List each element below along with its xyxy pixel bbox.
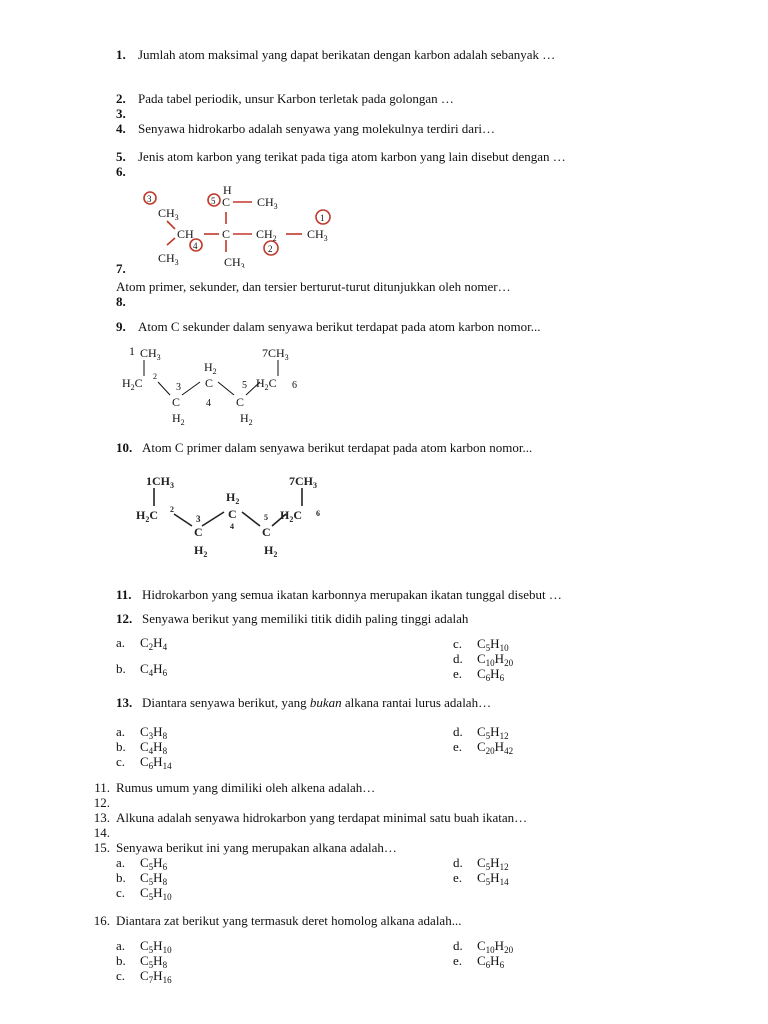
- option-formula: $C_4H_8$: [140, 739, 168, 756]
- group-h2-low-left: $H_2$: [172, 411, 185, 427]
- question-number: 2.: [116, 91, 126, 106]
- atom-number-3: 3: [176, 382, 181, 393]
- list-item-15: 15. Senyawa berikut ini yang merupakan alkana adalah…: [93, 840, 397, 855]
- question-text: Atom C sekunder dalam senyawa berikut terdapat pada atom karbon nomor...: [138, 319, 541, 334]
- question-11: [116, 587, 562, 602]
- option-15a[interactable]: a. $C_5H_6$: [116, 855, 168, 872]
- option-16d[interactable]: d. $C_{10}H_{20}$: [453, 938, 514, 955]
- atom-number-4: 4: [230, 522, 234, 531]
- question-number: 6.: [116, 164, 126, 179]
- question-text: Senyawa berikut yang memiliki titik didih paling tinggi adalah: [142, 611, 469, 626]
- option-16c[interactable]: c. $C_7H_{16}$: [116, 968, 172, 985]
- group-h2c-left: $H_2C$: [136, 508, 159, 524]
- group-ch3-top-right: $CH_3$: [257, 195, 278, 211]
- question-text: Jenis atom karbon yang terikat pada tiga atom karbon yang lain disebut dengan …: [138, 149, 566, 164]
- option-formula: $C_{20}H_{42}$: [477, 739, 514, 756]
- atom-number-5: 5: [242, 380, 247, 391]
- structure-figure-3: [134, 470, 344, 562]
- option-15e[interactable]: e. $C_5H_{14}$: [453, 870, 509, 887]
- question-4: [116, 121, 495, 136]
- list-item-14: 14.: [93, 825, 110, 840]
- option-formula: $C_5H_6$: [140, 855, 168, 872]
- option-12d[interactable]: d. $C_{10}H_{20}$: [453, 651, 514, 668]
- option-formula: $C_7H_{16}$: [140, 968, 172, 985]
- emphasis-bukan: bukan: [309, 695, 342, 710]
- atom-c-low-left: C: [172, 395, 181, 409]
- atom-number-5: 5: [264, 513, 268, 522]
- option-formula: $C_2H_4$: [140, 635, 168, 652]
- group-h2c-left: $H_2C$: [122, 376, 143, 392]
- option-13e[interactable]: e. $C_{20}H_{42}$: [453, 739, 514, 756]
- atom-h-top: H: [223, 183, 232, 197]
- group-h2-low-left: $H_2$: [194, 543, 208, 559]
- option-formula: $C_5H_{10}$: [477, 636, 509, 653]
- question-number: 5.: [116, 149, 126, 164]
- option-formula: $C_5H_{10}$: [140, 885, 172, 902]
- option-16a[interactable]: a. $C_5H_{10}$: [116, 938, 172, 955]
- marker-5: 5: [211, 196, 216, 206]
- option-formula: $C_5H_8$: [140, 953, 168, 970]
- atom-number-3: 3: [196, 514, 201, 524]
- atom-c-low-left: C: [194, 525, 203, 539]
- structure-figure-1: [140, 182, 350, 268]
- atom-number-4: 4: [206, 398, 211, 409]
- question-number: 8.: [116, 294, 126, 309]
- atom-number-1: 1: [129, 344, 135, 358]
- option-formula: $C_5H_{12}$: [477, 724, 509, 741]
- atom-number-6: 6: [292, 380, 297, 391]
- option-12a[interactable]: a. $C_2H_4$: [116, 635, 168, 652]
- option-15b[interactable]: b. $C_5H_8$: [116, 870, 168, 887]
- question-text: Atom C primer dalam senyawa berikut terdapat pada atom karbon nomor...: [142, 440, 533, 455]
- atom-c-center: C: [222, 227, 231, 241]
- question-7-number: 7.: [116, 261, 126, 276]
- atom-c-top: C: [222, 195, 231, 209]
- question-1: [116, 47, 555, 62]
- option-formula: $C_4H_6$: [140, 661, 168, 678]
- question-text: Senyawa hidrokarbo adalah senyawa yang molekulnya terdiri dari…: [138, 121, 496, 136]
- option-formula: $C_5H_{12}$: [477, 855, 509, 872]
- option-formula: $C_3H_8$: [140, 724, 168, 741]
- group-h2c-right: $H_2C$: [256, 376, 277, 392]
- question-10: [116, 440, 532, 455]
- group-ch3-right: $CH_3$: [307, 227, 328, 243]
- question-9: [116, 319, 541, 334]
- group-h2c-right: $H_2C$: [280, 508, 303, 524]
- question-number: 9.: [116, 319, 126, 334]
- option-formula: $C_5H_8$: [140, 870, 168, 887]
- option-16b[interactable]: b. $C_5H_8$: [116, 953, 168, 970]
- question-5: [116, 149, 566, 164]
- list-item-12: 12.: [93, 795, 110, 810]
- group-ch3-upper-left: $CH_3$: [158, 206, 179, 222]
- list-item-16: 16. Diantara zat berikut yang termasuk deret homolog alkana adalah...: [93, 913, 462, 928]
- question-2: [116, 91, 454, 106]
- group-h2-low-right: $H_2$: [264, 543, 278, 559]
- question-12: [116, 611, 468, 626]
- atom-number-6: 6: [316, 509, 320, 518]
- option-formula: $C_{10}H_{20}$: [477, 651, 514, 668]
- option-16e[interactable]: e. $C_6H_6$: [453, 953, 505, 970]
- atom-number-2: 2: [170, 505, 174, 514]
- question-6: [116, 164, 138, 179]
- question-text: Hidrokarbon yang semua ikatan karbonnya merupakan ikatan tunggal disebut …: [142, 587, 562, 602]
- group-7ch3: $7CH_3$: [289, 474, 317, 490]
- atom-c-low-right: C: [236, 395, 245, 409]
- marker-4: 4: [193, 241, 198, 251]
- atom-c-top: C: [205, 376, 214, 390]
- option-formula: $C_{10}H_{20}$: [477, 938, 514, 955]
- atom-ch-center: CH: [177, 227, 194, 241]
- list-item-13: 13. Alkuna adalah senyawa hidrokarbon yang terdapat minimal satu buah ikatan…: [93, 810, 528, 825]
- option-formula: $C_6H_{14}$: [140, 754, 172, 771]
- marker-1: 1: [320, 213, 325, 223]
- atom-c-low-right: C: [262, 525, 271, 539]
- option-15c[interactable]: c. $C_5H_{10}$: [116, 885, 172, 902]
- option-12b[interactable]: b. $C_4H_6$: [116, 661, 168, 678]
- atom-c-top: C: [228, 507, 237, 521]
- question-number: 3.: [116, 106, 126, 121]
- question-number: 12.: [116, 611, 133, 626]
- question-text: Jumlah atom maksimal yang dapat berikatan dengan karbon adalah sebanyak …: [138, 47, 556, 62]
- question-number: 11.: [116, 587, 132, 602]
- group-ch3-left: $CH_3$: [140, 346, 161, 362]
- question-13: 13. Diantara senyawa berikut, yang bukan alkana rantai lurus adalah…: [116, 695, 492, 710]
- question-number: 1.: [116, 47, 126, 62]
- group-ch3-lower-left: $CH_3$: [158, 251, 179, 267]
- question-8: [116, 294, 138, 309]
- group-ch3-bottom: $CH_3$: [224, 255, 245, 268]
- group-h2-top: $H_2$: [226, 490, 240, 506]
- question-text: Pada tabel periodik, unsur Karbon terletak pada golongan …: [138, 91, 454, 106]
- option-formula: $C_6H_6$: [477, 666, 505, 683]
- question-7-text: Atom primer, sekunder, dan tersier berturut-turut ditunjukkan oleh nomer…: [116, 279, 511, 294]
- group-7ch3: $7CH_3$: [262, 346, 289, 362]
- question-number: 4.: [116, 121, 126, 136]
- group-h2-low-right: $H_2$: [240, 411, 253, 427]
- option-formula: $C_6H_6$: [477, 953, 505, 970]
- option-13c[interactable]: c. $C_6H_{14}$: [116, 754, 172, 771]
- option-12e[interactable]: e. $C_6H_6$: [453, 666, 505, 683]
- option-12c[interactable]: c. $C_5H_{10}$: [453, 636, 509, 653]
- question-number: 10.: [116, 440, 133, 455]
- option-13b[interactable]: b. $C_4H_8$: [116, 739, 168, 756]
- option-13a[interactable]: a. $C_3H_8$: [116, 724, 168, 741]
- marker-2: 2: [268, 244, 273, 254]
- atom-number-2: 2: [153, 372, 157, 381]
- group-1ch3: $1CH_3$: [146, 474, 174, 490]
- option-formula: $C_5H_{10}$: [140, 938, 172, 955]
- list-item-11: 11. Rumus umum yang dimiliki oleh alkena adalah…: [94, 780, 376, 795]
- option-13d[interactable]: d. $C_5H_{12}$: [453, 724, 509, 741]
- option-15d[interactable]: d. $C_5H_{12}$: [453, 855, 509, 872]
- marker-3: 3: [147, 194, 152, 204]
- structure-figure-2: [120, 340, 320, 430]
- group-h2-top: $H_2$: [204, 360, 217, 376]
- question-3: [116, 106, 138, 121]
- question-number: 13.: [116, 695, 133, 710]
- group-ch2: $CH_2$: [256, 227, 277, 243]
- option-formula: $C_5H_{14}$: [477, 870, 509, 887]
